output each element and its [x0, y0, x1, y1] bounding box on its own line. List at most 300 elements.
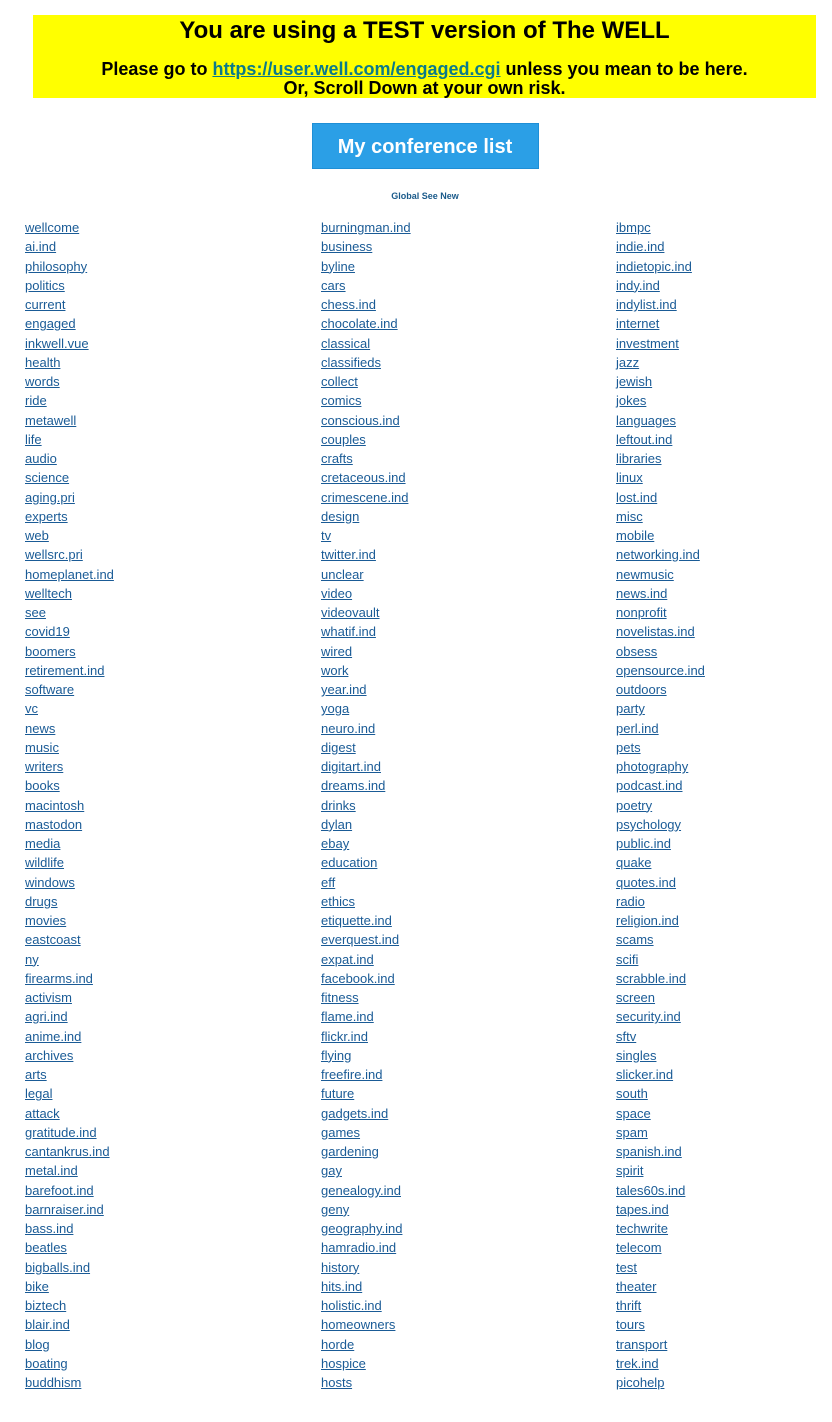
conference-list-item: [616, 1181, 705, 1200]
conference-list-item: [321, 873, 411, 892]
conference-list-item: [25, 757, 114, 776]
conference-list-item: [25, 815, 114, 834]
conference-link[interactable]: writers: [25, 759, 64, 774]
conference-list-item: [25, 892, 114, 911]
conference-link[interactable]: inkwell.vue: [25, 335, 89, 351]
conference-link[interactable]: digest: [321, 739, 356, 755]
conference-link[interactable]: unclear: [321, 566, 364, 582]
conference-list-item: [321, 1161, 411, 1180]
conference-list-item: [321, 1354, 411, 1373]
conference-link[interactable]: see: [25, 605, 46, 620]
conference-list-item: [321, 1296, 411, 1315]
banner-title: You are using a TEST version of The WELL: [179, 17, 670, 44]
conference-link[interactable]: networking.ind: [616, 547, 700, 563]
conference-link[interactable]: wellsrc.pri: [25, 547, 83, 563]
conference-list-item: [25, 853, 114, 872]
conference-link[interactable]: dreams.ind: [321, 778, 386, 794]
conference-list-item: [25, 468, 114, 487]
conference-list-item: [616, 1373, 705, 1392]
conference-link[interactable]: psychology: [616, 816, 682, 832]
conference-link[interactable]: spam: [616, 1124, 648, 1140]
conference-link[interactable]: flying: [321, 1047, 352, 1063]
conference-link[interactable]: drinks: [321, 797, 356, 813]
conference-link[interactable]: trek.ind: [616, 1355, 659, 1371]
conference-link[interactable]: wellcome: [25, 220, 80, 235]
conference-list-item: [25, 584, 114, 603]
conference-link[interactable]: tv: [321, 528, 332, 543]
conference-link[interactable]: web: [25, 528, 49, 543]
conference-list-item: [616, 218, 705, 237]
conference-list-item: [321, 834, 411, 853]
conference-list-item: [616, 276, 705, 295]
conference-list-item: [25, 699, 114, 718]
conference-link[interactable]: byline: [321, 258, 355, 274]
conference-link[interactable]: languages: [616, 412, 676, 428]
conference-link[interactable]: words: [25, 374, 60, 389]
conference-link[interactable]: health: [25, 354, 61, 370]
conference-link[interactable]: screen: [616, 990, 656, 1005]
conference-link[interactable]: current: [25, 297, 66, 312]
conference-list-item: [616, 834, 705, 853]
conference-link[interactable]: nonprofit: [616, 605, 667, 620]
conference-link[interactable]: blair.ind: [25, 1317, 70, 1333]
conference-list-item: [25, 1277, 114, 1296]
conference-link[interactable]: activism: [25, 990, 72, 1005]
conference-list-item: [616, 969, 705, 988]
conference-list-item: [25, 603, 114, 622]
conference-list-item: [616, 988, 705, 1007]
conference-link[interactable]: cars: [321, 277, 346, 293]
conference-link[interactable]: tapes.ind: [616, 1201, 669, 1217]
conference-link[interactable]: macintosh: [25, 797, 85, 813]
conference-list-item: [25, 1258, 114, 1277]
conference-link[interactable]: hospice: [321, 1355, 366, 1371]
conference-link[interactable]: genealogy.ind: [321, 1182, 401, 1198]
conference-link[interactable]: barnraiser.ind: [25, 1201, 104, 1217]
conference-link[interactable]: videovault: [321, 605, 380, 620]
conference-link[interactable]: twitter.ind: [321, 547, 376, 563]
conference-link[interactable]: legal: [25, 1086, 53, 1102]
conference-list-item: [25, 257, 114, 276]
conference-link[interactable]: retirement.ind: [25, 662, 105, 678]
conference-link[interactable]: future: [321, 1086, 355, 1102]
conference-list-item: [25, 1181, 114, 1200]
conference-link[interactable]: movies: [25, 913, 67, 928]
conference-list-item: [616, 1258, 705, 1277]
conference-link[interactable]: slicker.ind: [616, 1067, 674, 1082]
conference-list-item: [321, 969, 411, 988]
conference-link[interactable]: everquest.ind: [321, 932, 400, 948]
conference-list-item: [616, 545, 705, 564]
conference-link[interactable]: geny: [321, 1201, 350, 1217]
conference-link[interactable]: mastodon: [25, 816, 83, 832]
conference-list-item: [25, 1373, 114, 1392]
conference-link[interactable]: games: [321, 1124, 361, 1140]
conference-link[interactable]: couples: [321, 431, 366, 447]
conference-link[interactable]: agri.ind: [25, 1009, 68, 1025]
conference-link[interactable]: wired: [321, 643, 353, 659]
conference-link[interactable]: flame.ind: [321, 1009, 374, 1025]
conference-link[interactable]: barefoot.ind: [25, 1182, 94, 1198]
conference-list-item: [321, 276, 411, 295]
conference-link[interactable]: obsess: [616, 643, 658, 659]
conference-link[interactable]: quotes.ind: [616, 874, 676, 890]
conference-list-item: [321, 950, 411, 969]
conference-list-item: [616, 257, 705, 276]
conference-link[interactable]: techwrite: [616, 1221, 669, 1236]
conference-list-item: [321, 1123, 411, 1142]
conference-list-item: [616, 892, 705, 911]
conference-link[interactable]: novelistas.ind: [616, 624, 695, 640]
conference-list-item: [321, 622, 411, 641]
conference-link[interactable]: bigballs.ind: [25, 1259, 91, 1275]
conference-link[interactable]: religion.ind: [616, 913, 679, 928]
conference-link[interactable]: jokes: [616, 393, 647, 409]
conference-list-item: [616, 950, 705, 969]
conference-link[interactable]: firearms.ind: [25, 970, 93, 986]
conference-link[interactable]: pets: [616, 739, 641, 755]
conference-link[interactable]: lost.ind: [616, 489, 658, 505]
conference-link[interactable]: vc: [25, 701, 38, 717]
conference-link[interactable]: scrabble.ind: [616, 970, 687, 986]
conference-list-item: [321, 565, 411, 584]
conference-list-item: [616, 1200, 705, 1219]
conference-link[interactable]: picohelp: [616, 1375, 665, 1390]
conference-link[interactable]: neuro.ind: [321, 720, 376, 736]
conference-link[interactable]: outdoors: [616, 682, 667, 697]
conference-list-item: [321, 545, 411, 564]
conference-list-item: [25, 1007, 114, 1026]
conference-list-item: [321, 796, 411, 815]
conference-link[interactable]: collect: [321, 374, 358, 389]
conference-link[interactable]: indylist.ind: [616, 297, 677, 312]
conference-link[interactable]: wildlife: [25, 855, 65, 871]
conference-link[interactable]: homeowners: [321, 1317, 396, 1333]
conference-link[interactable]: hamradio.ind: [321, 1240, 397, 1256]
conference-list-item: [616, 603, 705, 622]
conference-list-item: [25, 1354, 114, 1373]
conference-link[interactable]: singles: [616, 1047, 657, 1063]
conference-link[interactable]: indy.ind: [616, 277, 660, 293]
conference-list-item: [25, 796, 114, 815]
conference-list-item: [616, 488, 705, 507]
conference-link[interactable]: fitness: [321, 990, 359, 1005]
conference-link[interactable]: digitart.ind: [321, 759, 381, 774]
conference-link[interactable]: homeplanet.ind: [25, 566, 114, 582]
conference-link[interactable]: thrift: [616, 1298, 642, 1313]
conference-link[interactable]: hits.ind: [321, 1278, 363, 1294]
conference-list-item: [321, 815, 411, 834]
conference-list-item: [616, 699, 705, 718]
conference-link[interactable]: security.ind: [616, 1009, 681, 1025]
conference-list-item: [25, 738, 114, 757]
conference-link[interactable]: linux: [616, 470, 643, 486]
conference-link[interactable]: ny: [25, 951, 39, 967]
conference-link[interactable]: hosts: [321, 1375, 353, 1390]
my-conference-list-button[interactable]: My conference list: [312, 123, 539, 169]
conference-link[interactable]: biztech: [25, 1298, 67, 1313]
conference-list-item: [25, 1065, 114, 1084]
conference-link[interactable]: facebook.ind: [321, 970, 395, 986]
conference-list-item: [321, 1065, 411, 1084]
conference-link[interactable]: spirit: [616, 1163, 644, 1179]
conference-link[interactable]: gratitude.ind: [25, 1124, 97, 1140]
conference-link[interactable]: ibmpc: [616, 220, 651, 235]
conference-list-item: [616, 391, 705, 410]
conference-link[interactable]: yoga: [321, 701, 350, 717]
conference-link[interactable]: boomers: [25, 643, 76, 659]
conference-link[interactable]: cretaceous.ind: [321, 470, 406, 486]
conference-list-item: [25, 1123, 114, 1142]
conference-link[interactable]: leftout.ind: [616, 431, 673, 447]
conference-link[interactable]: welltech: [25, 585, 72, 601]
conference-list-item: [321, 526, 411, 545]
global-see-new-link[interactable]: Global See New: [391, 191, 459, 201]
conference-link[interactable]: gay: [321, 1163, 342, 1179]
conference-list-item: [321, 584, 411, 603]
conference-link[interactable]: chess.ind: [321, 297, 376, 312]
conference-list-item: [25, 545, 114, 564]
conference-list-item: [321, 507, 411, 526]
conference-link[interactable]: public.ind: [616, 836, 671, 851]
conference-link[interactable]: business: [321, 239, 373, 255]
conference-link[interactable]: freefire.ind: [321, 1067, 383, 1082]
conference-link[interactable]: eastcoast: [25, 932, 81, 948]
conference-list-item: [616, 565, 705, 584]
conference-link[interactable]: ethics: [321, 893, 355, 909]
conference-link[interactable]: software: [25, 682, 75, 697]
conference-list-item: [616, 314, 705, 333]
conference-link[interactable]: radio: [616, 893, 645, 909]
conference-link[interactable]: indietopic.ind: [616, 258, 692, 274]
conference-link[interactable]: engaged: [25, 316, 76, 332]
conference-link[interactable]: attack: [25, 1105, 60, 1121]
conference-link[interactable]: windows: [25, 874, 75, 890]
conference-link[interactable]: libraries: [616, 451, 662, 466]
conference-link[interactable]: politics: [25, 277, 65, 293]
conference-list-item: [25, 526, 114, 545]
conference-list-item: [321, 988, 411, 1007]
conference-link[interactable]: scams: [616, 932, 654, 948]
conference-link[interactable]: scifi: [616, 951, 639, 967]
conference-link[interactable]: whatif.ind: [321, 624, 376, 640]
conference-link[interactable]: life: [25, 431, 42, 447]
conference-list-item: [25, 776, 114, 795]
conference-link[interactable]: jazz: [616, 354, 640, 370]
conference-link[interactable]: south: [616, 1086, 648, 1102]
conference-link[interactable]: transport: [616, 1336, 668, 1352]
conference-list-item: [616, 411, 705, 430]
conference-list-item: [321, 719, 411, 738]
conference-link[interactable]: perl.ind: [616, 720, 659, 736]
conference-link[interactable]: flickr.ind: [321, 1028, 368, 1044]
conference-link[interactable]: space: [616, 1105, 651, 1121]
conference-list-item: [25, 488, 114, 507]
conference-link[interactable]: investment: [616, 335, 679, 351]
conference-list-item: [25, 391, 114, 410]
conference-list-item: [25, 988, 114, 1007]
conference-link[interactable]: history: [321, 1259, 360, 1275]
conference-link[interactable]: books: [25, 778, 60, 794]
conference-link[interactable]: year.ind: [321, 682, 367, 697]
conference-link[interactable]: opensource.ind: [616, 662, 705, 678]
conference-list-item: [25, 1238, 114, 1257]
conference-link[interactable]: telecom: [616, 1240, 662, 1256]
test-version-banner: [33, 15, 816, 98]
conference-link[interactable]: newmusic: [616, 566, 674, 582]
conference-list-item: [616, 353, 705, 372]
conference-link[interactable]: burningman.ind: [321, 220, 411, 235]
conference-link[interactable]: philosophy: [25, 258, 88, 274]
conference-link[interactable]: tours: [616, 1317, 645, 1333]
conference-link[interactable]: education: [321, 855, 378, 871]
conference-list-item: [616, 719, 705, 738]
conference-link[interactable]: poetry: [616, 797, 653, 813]
conference-link[interactable]: blog: [25, 1336, 50, 1352]
conference-link[interactable]: audio: [25, 451, 57, 466]
conference-link[interactable]: classifieds: [321, 354, 381, 370]
conference-list-item: [321, 237, 411, 256]
conference-link[interactable]: aging.pri: [25, 489, 75, 505]
conference-link[interactable]: crimescene.ind: [321, 489, 409, 505]
conference-list-item: [616, 642, 705, 661]
conference-list-item: [616, 507, 705, 526]
conference-list-item: [25, 622, 114, 641]
conference-list-item: [616, 1007, 705, 1026]
conference-link[interactable]: design: [321, 508, 360, 524]
conference-link[interactable]: classical: [321, 335, 371, 351]
conference-link[interactable]: video: [321, 585, 353, 601]
conference-link[interactable]: gadgets.ind: [321, 1105, 389, 1121]
conference-list-item: [25, 950, 114, 969]
conference-link[interactable]: eff: [321, 874, 336, 890]
conference-link[interactable]: beatles: [25, 1240, 67, 1256]
conference-link[interactable]: media: [25, 836, 61, 851]
conference-link[interactable]: covid19: [25, 624, 70, 640]
engaged-link[interactable]: https://user.well.com/engaged.cgi: [212, 59, 501, 79]
conference-list-item: [321, 661, 411, 680]
conference-list-item: [321, 1315, 411, 1334]
conference-link[interactable]: test: [616, 1259, 637, 1275]
conference-link[interactable]: metal.ind: [25, 1163, 78, 1179]
conference-link[interactable]: archives: [25, 1047, 74, 1063]
conference-link[interactable]: chocolate.ind: [321, 316, 398, 332]
conference-list-item: [321, 295, 411, 314]
conference-link[interactable]: misc: [616, 508, 643, 524]
conference-list-item: [25, 719, 114, 738]
conference-list-item: [616, 930, 705, 949]
conference-link[interactable]: boating: [25, 1355, 68, 1371]
conference-link[interactable]: gardening: [321, 1144, 379, 1159]
conference-link[interactable]: party: [616, 701, 645, 717]
conference-link[interactable]: etiquette.ind: [321, 913, 392, 928]
conference-list-item: [25, 507, 114, 526]
conference-link[interactable]: comics: [321, 393, 362, 409]
conference-column-2: [321, 218, 411, 1392]
conference-list-item: [321, 1219, 411, 1238]
conference-list-item: [25, 411, 114, 430]
conference-list-item: [321, 680, 411, 699]
conference-list-item: [321, 1181, 411, 1200]
conference-link[interactable]: cantankrus.ind: [25, 1144, 110, 1159]
conference-link[interactable]: photography: [616, 759, 689, 774]
conference-list-item: [321, 218, 411, 237]
conference-link[interactable]: mobile: [616, 528, 655, 543]
conference-link[interactable]: conscious.ind: [321, 412, 400, 428]
conference-link[interactable]: theater: [616, 1278, 657, 1294]
conference-link[interactable]: music: [25, 739, 59, 755]
conference-list-item: [25, 1142, 114, 1161]
conference-list-item: [25, 834, 114, 853]
conference-link[interactable]: expat.ind: [321, 951, 374, 967]
conference-link[interactable]: anime.ind: [25, 1028, 82, 1044]
conference-list-item: [321, 892, 411, 911]
conference-link[interactable]: experts: [25, 508, 68, 524]
conference-list-item: [616, 1354, 705, 1373]
conference-list-item: [25, 218, 114, 237]
conference-link[interactable]: arts: [25, 1067, 47, 1082]
conference-link[interactable]: bike: [25, 1278, 49, 1294]
conference-link[interactable]: internet: [616, 316, 660, 332]
conference-link[interactable]: news.ind: [616, 585, 668, 601]
conference-list-item: [616, 1104, 705, 1123]
conference-link[interactable]: dylan: [321, 816, 353, 832]
conference-link[interactable]: jewish: [616, 374, 653, 389]
conference-list-item: [616, 430, 705, 449]
conference-link[interactable]: geography.ind: [321, 1221, 403, 1236]
conference-link[interactable]: spanish.ind: [616, 1144, 682, 1159]
conference-list-item: [25, 237, 114, 256]
conference-link[interactable]: work: [321, 662, 349, 678]
conference-list-item: [321, 699, 411, 718]
conference-link[interactable]: science: [25, 470, 70, 486]
conference-link[interactable]: metawell: [25, 412, 77, 428]
conference-list-item: [321, 1046, 411, 1065]
conference-list-item: [25, 642, 114, 661]
conference-list-item: [25, 1296, 114, 1315]
conference-list-item: [321, 776, 411, 795]
conference-list-item: [616, 680, 705, 699]
conference-list-item: [616, 584, 705, 603]
conference-link[interactable]: quake: [616, 855, 652, 871]
conference-link[interactable]: ai.ind: [25, 239, 57, 255]
conference-list-item: [616, 1046, 705, 1065]
conference-link[interactable]: indie.ind: [616, 239, 665, 255]
conference-link[interactable]: ebay: [321, 836, 350, 851]
conference-link[interactable]: drugs: [25, 893, 58, 909]
conference-link[interactable]: podcast.ind: [616, 778, 683, 794]
conference-link[interactable]: crafts: [321, 451, 353, 466]
conference-link[interactable]: bass.ind: [25, 1221, 74, 1236]
conference-link[interactable]: ride: [25, 393, 47, 409]
conference-link[interactable]: sftv: [616, 1028, 637, 1044]
conference-link[interactable]: news: [25, 720, 56, 736]
conference-link[interactable]: buddhism: [25, 1375, 82, 1390]
conference-list-item: [321, 757, 411, 776]
conference-link[interactable]: holistic.ind: [321, 1298, 382, 1313]
conference-list-item: [616, 911, 705, 930]
conference-link[interactable]: tales60s.ind: [616, 1182, 686, 1198]
conference-list-item: [25, 295, 114, 314]
conference-list-item: [25, 1200, 114, 1219]
conference-list-item: [616, 873, 705, 892]
conference-list-item: [321, 603, 411, 622]
conference-list-item: [25, 353, 114, 372]
conference-list-item: [321, 430, 411, 449]
conference-link[interactable]: horde: [321, 1336, 355, 1352]
conference-list-item: [321, 449, 411, 468]
conference-list-item: [321, 257, 411, 276]
